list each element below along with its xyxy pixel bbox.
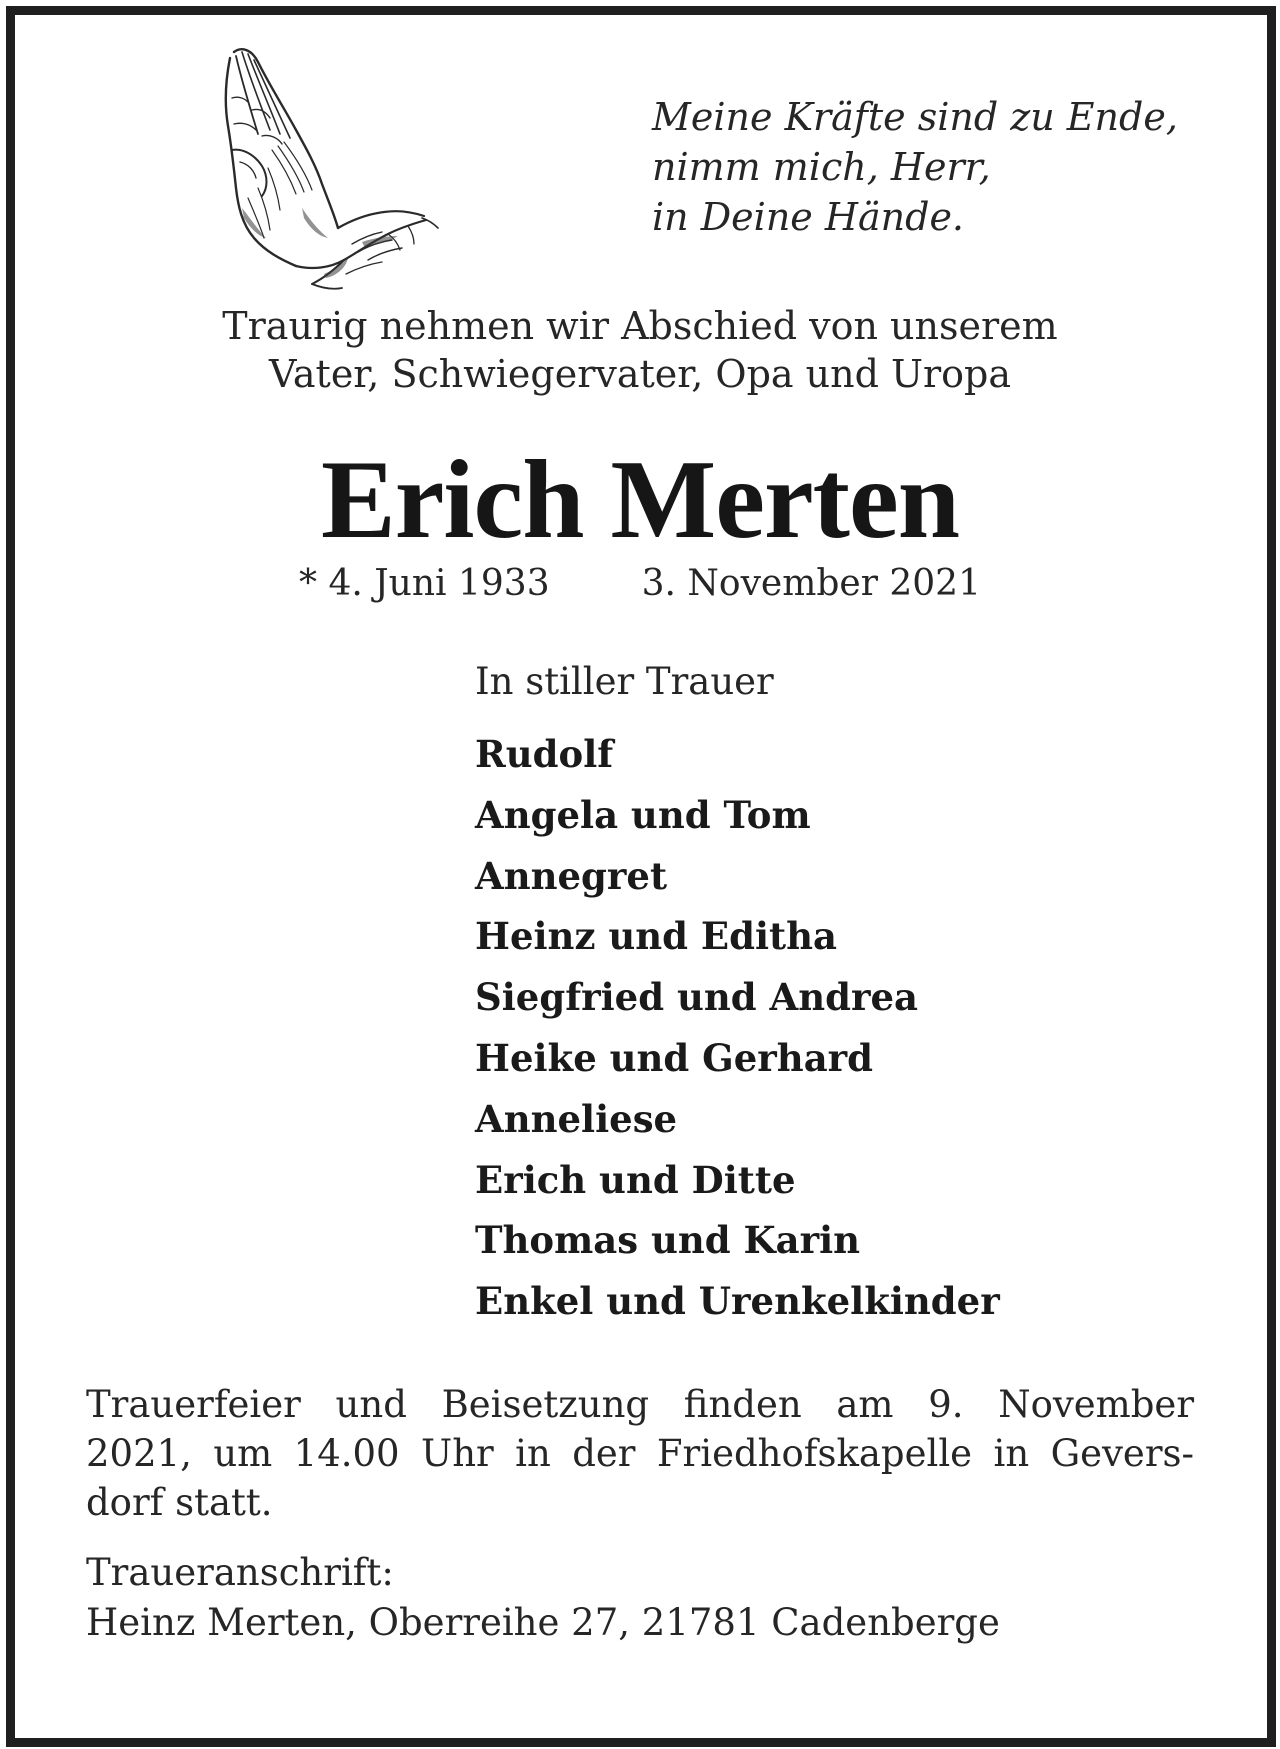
service-line: dorf statt. bbox=[86, 1481, 273, 1524]
mourner-name: Thomas und Karin bbox=[475, 1218, 861, 1263]
verse-line: Meine Kräfte sind zu Ende, bbox=[652, 95, 1178, 139]
mourner-name: Anneliese bbox=[475, 1096, 678, 1141]
mourning-address bbox=[86, 1548, 1000, 1648]
mourners-list bbox=[475, 658, 1000, 1332]
intro-line: Traurig nehmen wir Abschied von unserem bbox=[222, 304, 1058, 348]
mourner-name: Heike und Gerhard bbox=[475, 1035, 874, 1080]
funeral-service-info bbox=[86, 1380, 1194, 1527]
service-line: Trauerfeier und Beisetzung finden am 9. November bbox=[86, 1383, 1194, 1426]
mourner-name: Erich und Ditte bbox=[475, 1157, 796, 1202]
mourner-name: Siegfried und Andrea bbox=[475, 975, 918, 1020]
death-date: 3. November 2021 bbox=[641, 563, 981, 604]
life-dates bbox=[0, 560, 1280, 608]
address-label: Traueranschrift: bbox=[86, 1551, 394, 1594]
bible-verse bbox=[652, 92, 1178, 242]
deceased-name: Erich Merten bbox=[321, 438, 959, 562]
service-line: 2021, um 14.00 Uhr in der Friedhofskapelle in Gevers- bbox=[86, 1432, 1194, 1475]
praying-hands-icon bbox=[212, 38, 442, 298]
mourner-name: Heinz und Editha bbox=[475, 914, 837, 959]
mourner-name: Angela und Tom bbox=[475, 792, 811, 837]
mourner-name: Annegret bbox=[475, 853, 668, 898]
mourning-lead: In stiller Trauer bbox=[475, 660, 774, 703]
intro-line: Vater, Schwiegervater, Opa und Uropa bbox=[268, 352, 1012, 396]
verse-line: in Deine Hände. bbox=[652, 195, 965, 239]
mourner-name: Enkel und Urenkelkinder bbox=[475, 1279, 1000, 1324]
birth-date: * 4. Juni 1933 bbox=[299, 563, 550, 604]
verse-line: nimm mich, Herr, bbox=[652, 145, 991, 189]
address-value: Heinz Merten, Oberreihe 27, 21781 Cadenberge bbox=[86, 1601, 1000, 1644]
mourner-name: Rudolf bbox=[475, 732, 614, 776]
farewell-intro bbox=[0, 302, 1280, 398]
